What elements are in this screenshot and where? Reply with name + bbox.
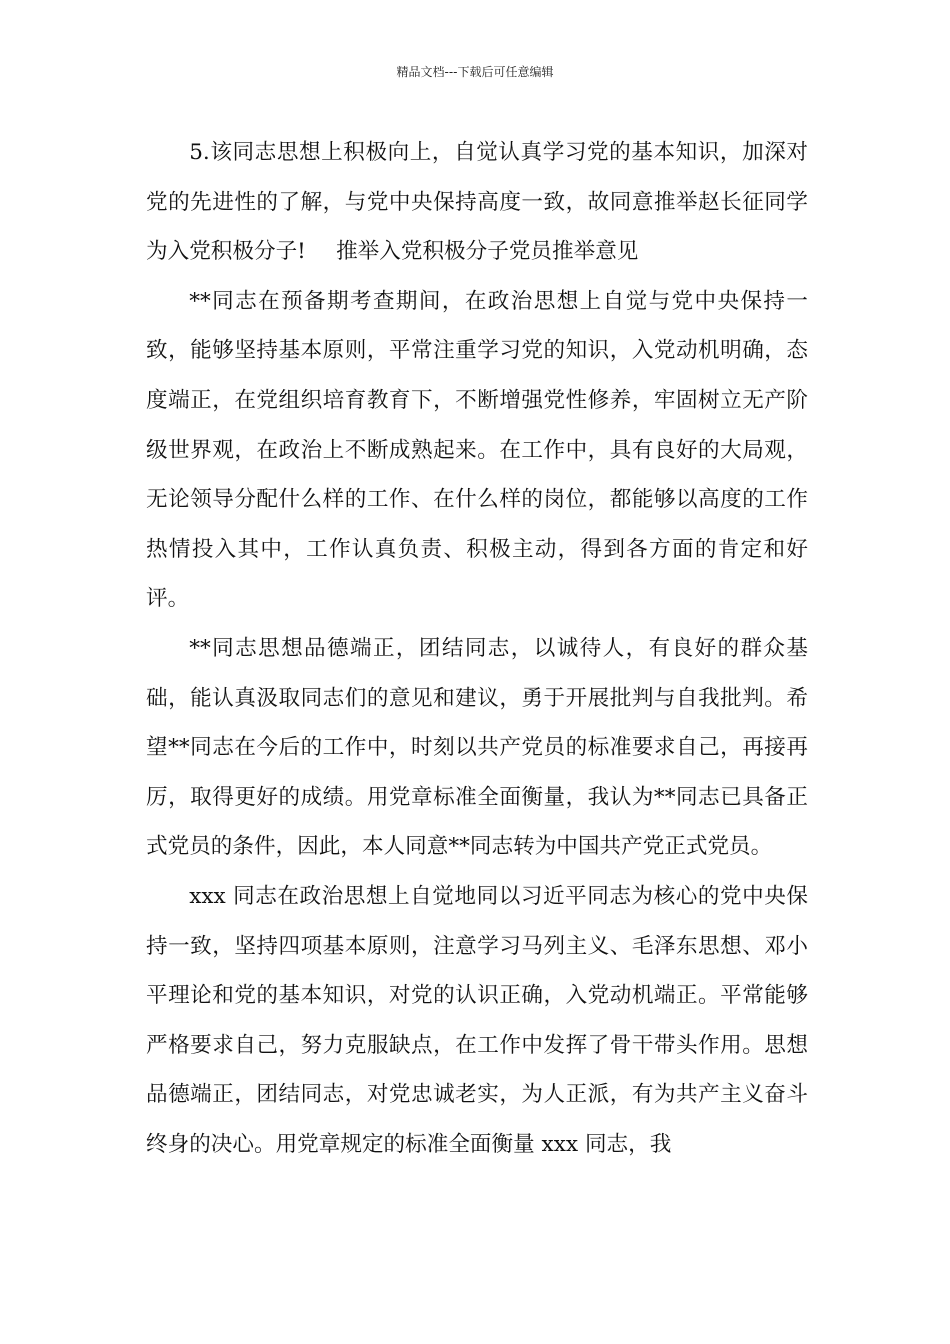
paragraph-3: **同志思想品德端正，团结同志，以诚待人，有良好的群众基础，能认真汲取同志们的意见和建议，勇于开展批判与自我批判。希望**同志在今后的工作中，时刻以共产党员的标准要求自己，再接再厉，取得更好的成绩。用党章标准全面衡量，我认为**同志已具备正式党员的条件，因此，本人同意**同志转为中国共产党正式党员。 (146, 635, 808, 860)
inline-title: 推举入党积极分子党员推举意见 (336, 239, 639, 265)
paragraph-4: xxx 同志在政治思想上自觉地同以习近平同志为核心的党中央保持一致，坚持四项基本原则，注意学习马列主义、毛泽东思想、邓小平理论和党的基本知识，对党的认识正确，入党动机端正。平常能够严格要求自己，努力克服缺点，在工作中发挥了骨干带头作用。思想品德端正，团结同志，对党忠诚老实，为人正派，有为共产主义奋斗终身的决心。用党章规定的标准全面衡量 xxx 同志，我 (146, 883, 808, 1157)
paragraph-1-text: 5.该同志思想上积极向上，自觉认真学习党的基本知识，加深对党的先进性的了解，与党中央保持高度一致，故同意推举赵长征同学为入党积极分子! (146, 140, 808, 265)
document-body (146, 128, 808, 1169)
paragraph-2: **同志在预备期考查期间，在政治思想上自觉与党中央保持一致，能够坚持基本原则，平常注重学习党的知识，入党动机明确，态度端正，在党组织培育教育下，不断增强党性修养，牢固树立无产阶级世界观，在政治上不断成熟起来。在工作中，具有良好的大局观，无论领导分配什么样的工作、在什么样的岗位，都能够以高度的工作热情投入其中，工作认真负责、积极主动，得到各方面的肯定和好评。 (146, 288, 808, 612)
paragraph-1 (146, 128, 808, 277)
page-header: 精品文档---下载后可任意编辑 (396, 65, 554, 79)
